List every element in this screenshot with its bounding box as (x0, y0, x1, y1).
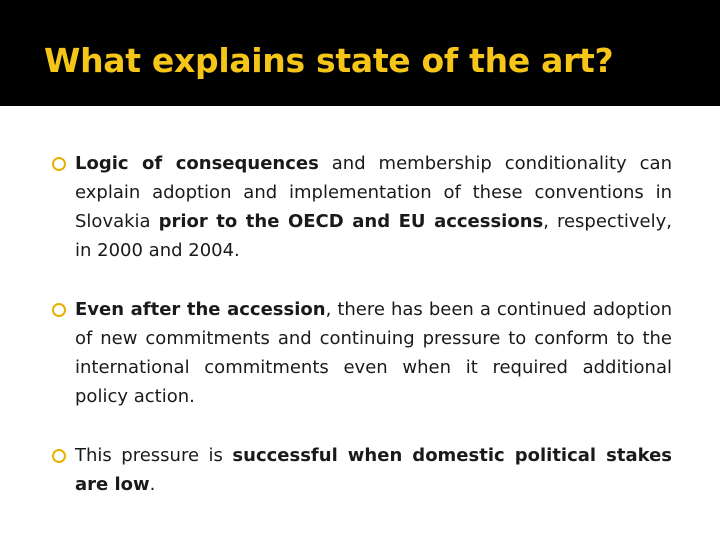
bullet-2-bold-phrase: Even after the accession (75, 299, 326, 320)
bullet-2-text: , there has been a continued adoption of new commitments and continuing pressure to conform to the international commitments even when it required additional policy action. (75, 299, 672, 407)
bullet-1-text: and membership conditionality can explain adoption and implementation of these conventions in Slovakia (75, 153, 672, 232)
bullet-item-pressure-successful (52, 441, 672, 499)
bullet-item-after-accession (52, 295, 672, 411)
bullet-3-text: This pressure is (75, 445, 233, 466)
bullet-list (52, 149, 672, 499)
title-bar (0, 0, 720, 106)
bullet-1-text-end: , respectively, in 2000 and 2004. (75, 211, 672, 261)
hollow-circle-bullet-icon (52, 303, 66, 317)
hollow-circle-bullet-icon (52, 449, 66, 463)
slide-title: What explains state of the art? (44, 41, 614, 80)
bullet-3-bold-phrase: successful when domestic political stakes are low (75, 445, 672, 495)
bullet-3-text-end: . (149, 474, 156, 495)
bullet-1-bold-phrase: Logic of consequences (75, 153, 319, 174)
bullet-1-bold-phrase-2: prior to the OECD and EU accessions (158, 211, 544, 232)
hollow-circle-bullet-icon (52, 157, 66, 171)
bullet-item-logic-of-consequences (52, 149, 672, 265)
